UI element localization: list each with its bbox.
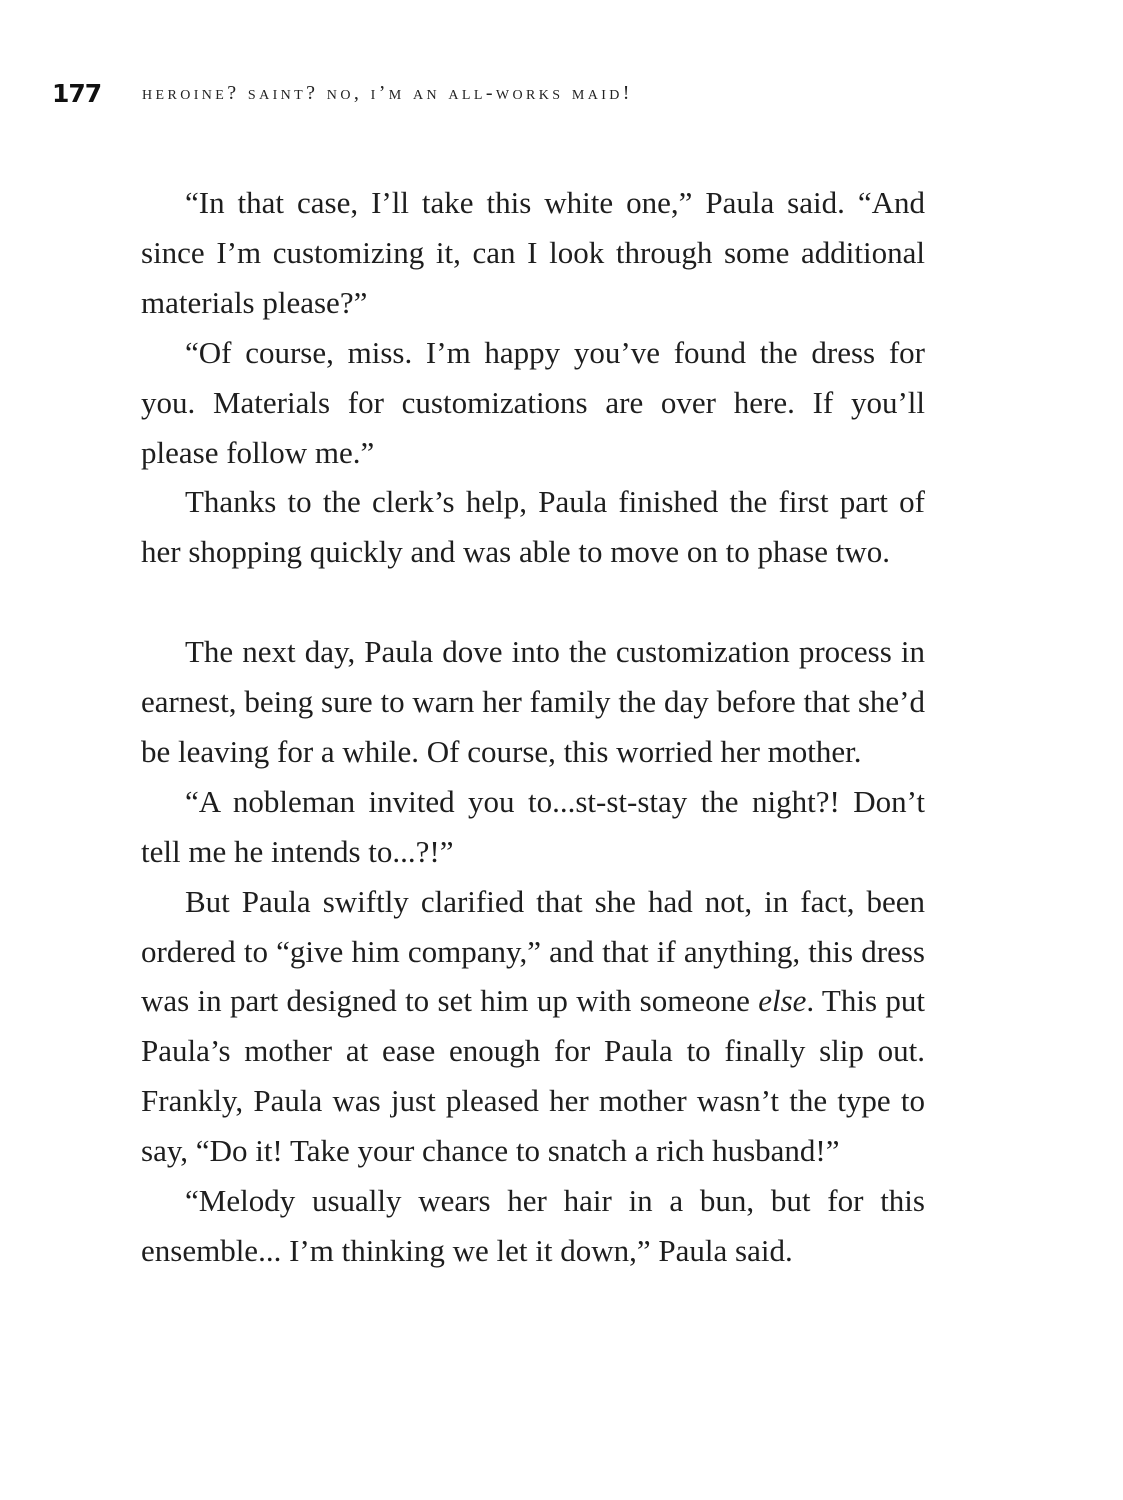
body-text — [141, 178, 925, 1276]
paragraph — [141, 877, 925, 1176]
paragraph: The next day, Paula dove into the customization process in earnest, being sure to warn her family the day before that she’d be leaving for a while. Of course, this worried her mother. — [141, 634, 925, 769]
paragraph-text: But Paula swiftly clarified that she had not, in fact, been ordered to “give him company,” and that if anything, this dress was in part designed to set him up with someone — [141, 883, 925, 1019]
paragraph: “A nobleman invited you to...st-st-stay the night?! Don’t tell me he intends to...?!” — [141, 783, 925, 869]
emphasized-word: else — [758, 983, 807, 1019]
paragraph: Thanks to the clerk’s help, Paula finished the first part of her shopping quickly and was able to move on to phase two. — [141, 484, 925, 570]
paragraph: “Melody usually wears her hair in a bun, but for this ensemble... I’m thinking we let it down,” Paula said. — [141, 1183, 925, 1269]
running-header — [52, 78, 633, 108]
paragraph-text: . This put Paula’s mother at ease enough for Paula to finally slip out. Frankly, Paula was just pleased her mother wasn’t the type to say, “Do it! Take your chance to snatch a rich husband!” — [141, 983, 926, 1169]
scene-break — [141, 577, 925, 627]
page-number: 177 — [52, 78, 102, 108]
paragraph: “Of course, miss. I’m happy you’ve found the dress for you. Materials for customizations are over here. If you’ll please follow me.” — [141, 334, 925, 470]
book-title: heroine? saint? no, i’m an all-works maid! — [142, 81, 633, 104]
paragraph: “In that case, I’ll take this white one,” Paula said. “And since I’m customizing it, can I look through some additional materials please?” — [141, 185, 925, 320]
